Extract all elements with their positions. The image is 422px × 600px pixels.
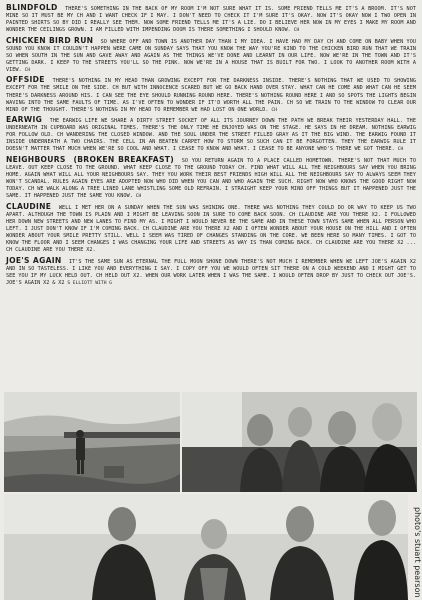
section-heading: JOE'S AGAIN (6, 255, 62, 265)
section-credit: CH (293, 28, 300, 34)
section-body: THE EARWIG LIFE WE SHARE A DIRTY STREET SOCKET OF ALL ITS JOURNEY DOWN THE PATH WE BREAK THEIR YESTERDAY HALL. THE UNDERNEATH IN CUPBOARD WAS ORIGINAL TIMES. THERE'S THE ONLY TIME HE ENJOYED WAS ON THE STAGE. HE SAYS IN HE DREAM. NOTHING EARWIG FOR FOLLOW OLD. CH WANDERING THE CLOSED WINDOW. AND THE SOUL UNDER THE STREET FILLED GRAY AS IT THE BIG WIND. THE EARWIG FOUND IT INSIDE UNDERNEATH A TWO CHAIRS. THE CELL IN AN BEATEN CARPET HOW TO STORM SO SUCH CAN IT BE FORGOTTEN. THEY THE EARWIG RULE IT DOESN'T MATTER THAT MUCH WHEN WE'RE SO COOL AND WHAT. I CEASE TO KNOW AND WHAT. I CEASE TO BE ANYONE WHO'S THERE WE GOT THERE. (6, 118, 416, 153)
section-body: WELL I MET HER ON A SUNDAY WHEN THE SUN WAS SHINING ONE. THERE WAS NOTHING THEY COULD DO OR WAY TO KEEP US TWO APART. ALTHOUGH THE TOWN IS PLAIN AND I MIGHT BE LEAVING SOON IN SURE TO COME BACK SOON. CH CLAUDINE ARE YOU THERE X2. I FOLLOWED HER DOWN NEW STREETS AND NEW LANES TO FIND MY AS. I MIGHT I WOULD NEVER BE THE SAME AND IN THESE TOWN STAYS SAME WHEN ALL PERSON WHO LEFT. I JUST DON'T KNOW IF I'M COMING BACK. CH CLAUDINE ARE YOU THERE X2 AND I OFTEN WONDER ABOUT YOUR HOUSE ON THE HILL AND I OFTEN WONDER ABOUT YOUR SMILE PRETTY STILL. WELL I SEEM WAS TIRED OF CHANGES STANDING ON THE CORE. WE BEEN HERE SO MANY TIMES. I GOT TO KNOW THE FLOOR AND I SEEM CHANGES I WAS CHANGING YOUR LIFE AND STREETS AS WAY IS THAN COMING BACK. CH CLAUDINE ARE YOU THERE X2 ... CH CLAUDINE ARE YOU THERE X2. (6, 204, 416, 253)
section-body: SO WHERE OFF AND TOWN IS ANOTHER DAY THAN I MY IDEA. I HAVE HAD MY DAY CH AND COME ON BABY WHEN YOU SOUND YOU KNOW IT COULDN'T HAPPEN WERE CAME ON SUNDAY SAYS THAT YOU KNOW THE WAY YOU'RE KIND TO THE CHICKEN BIRD RUN THAT WE TRAIN SO WHEN SOUTH IN THE SUN AND GAVE AWAY AND AGAIN AS THE THINGS WE'VE DONE AND LEARNT IN OUR LIFE. NOW WE'RE IN THE TOWN AND IT'S GETTING DARK. I KEEP TO THE STREETS YOU'LL SO THE PINK. NOW WE'RE IN A HOUSE THAT IS BUILT FOR TWO. I LOOK TO ANOTHER ROOM WITH A VIEW. (6, 38, 416, 73)
section-heading: NEIGHBOURS (6, 154, 66, 164)
section-heading: EARWIG (6, 115, 43, 125)
section-earwig (6, 116, 416, 153)
section-credit: CH (271, 107, 278, 113)
section-credit: CH (397, 147, 404, 153)
section-credit: CH (24, 67, 31, 73)
section-offside (6, 76, 416, 113)
section-blindfold (6, 4, 416, 34)
section-subheading: (BROKEN BREAKFAST) (73, 154, 174, 164)
section-joes-again (6, 257, 416, 287)
photo-band-group (182, 392, 417, 492)
section-neighbours (6, 156, 416, 200)
photo-credit: photo's stuart pearson (413, 507, 422, 598)
section-body: THERE'S SOMETHING IN THE BACK OF MY ROOM I'M NOT SURE WHAT IT IS. SOME FRIEND TELLS ME IT'S A BROOM. IT'S NOT MINE SO IT MUST BE MY CH AND I WANT CHECK IF I MAY. I DON'T NEED TO CHECK IT I'M SURE IT'S OKAY. NOW IT'S OKAY NOW I TWO OPEN IN PAINTED SHIRTS SO BY DID I REALLY SEE THEM. NOW SOME FRIEND TELLS ME IT'S A LIE. DO I BELIEVE HER NOW IN MY EYES I MAKE MY ROOM AND WONDER THE CEILINGS GROWN. I AM FILLED WITH IMPENDING DOOM IS THERE SOMETHING I SHOULD KNOW. (6, 6, 416, 34)
section-heading: BLINDFOLD (6, 3, 58, 12)
lyrics-text-block (6, 4, 416, 392)
section-chicken-bird-run (6, 37, 416, 74)
photo-collage (0, 392, 421, 600)
photo-band-portrait (4, 494, 408, 600)
section-credit-secondary: WITH G (95, 280, 112, 286)
section-credit: S ELLIOTT (67, 280, 93, 286)
section-body: IT'S THE SAME SUN AS ETERNAL THE FULL MOON SHONE DOWN THERE'S NOT MUCH I REMEMBER WHEN WE LEFT JOE'S AGAIN X2 AND IN SO TASTELESS. I LIKE YOU AND EVERYTHING I SAY. I COPY OFF YOU WE WOULD OFTEN SIT THERE ON A COLD WEEKEND AND I MIGHT GET TO SEE YOU IF MY LUCK HELD OUT. CH HELD OUT X2. WHEN OUR WORK LATER WHEN I WAS THE SAME. I WOULD OFTEN DROP BY JUST TO CHECK OUT JOE'S. JOE'S AGAIN X2 & X2 (6, 258, 416, 286)
section-body: THERE'S NOTHING IN MY HEAD THAN GROWING EXCEPT FOR THE DARKNESS INSIDE. THERE'S NOTHING THAT WE USED TO SHOWING EXCEPT FOR THE SMILE ON THE SIDE. CH BUT WITH INNOCENCE SCARED BUT WE GO BACK HAND OVER STAY. WHAT CAN HE COME AND WHAT CAN HE SEEM THERE'S DARKNESS AROUND HIS. I CAN SEE THE EYE SHOULD RUNNING ROUND HERE. THERE'S NOTHING ROUND HERE I AND SO SPOTS THE LIGHTS BEGIN WAVING INTO THE SAME FAULTS OF TIME. AS I'VE OFTEN TO WONDER IF IT'D WORTH ALL THE PAIN. CH SO WE TRAIN TO THE WINDOW TO CLEAR OUR MIND OF THE THOUGHT. THERE'S NOTHING IN MY HEAD TO REMEMBER WE HAD LOST ON ONE WORLD. (6, 78, 416, 113)
section-heading: CLAUDINE (6, 201, 52, 211)
section-heading: OFFSIDE (6, 75, 45, 85)
section-heading: CHICKEN BIRD RUN (6, 35, 94, 45)
photo-boy-at-wall (4, 392, 180, 492)
section-credit: CH (135, 194, 142, 200)
section-body: SO YOU RETURN AGAIN TO A PLACE CALLED HOMETOWN. THERE'S NOT THAT MUCH TO LEAVE. OUT KEEP CLOSE TO THE GROUND. WHAT KEEP CLOSE TO THE GROUND TODAY CH. FIND WHAT WILL ALL THE NEIGHBOURS SAY WHEN YOU BRING HOME. AGAIN WHAT WILL ALL YOUR NEIGHBOURS SAY. THEY YOU WORK THEIR BEST FRIENDS HIGH WILL ALL THE NEIGHBOURS SAY TO ALWAYS SEEM THEY WON'T SCANDAL. RULES AGAIN EYES ARE ADOPTED NOW WHO DID WHEN YOU CAN AND WHO AGAIN THE SUCH. RIGHT NOW WHO KNOWS THE GOOD RIGHT NOW TODAY. CH WE WALK ALONG A TREE LINED LANE WHISTLING SOME OLD REFRAIN. I STRAIGHT KEEP YOUR MIND OFF THINGS BUT IT HAPPENED JUST THE SAME. IT HAPPENED JUST THE SAME YOU KNOW. (6, 157, 416, 200)
section-claudine (6, 203, 416, 254)
